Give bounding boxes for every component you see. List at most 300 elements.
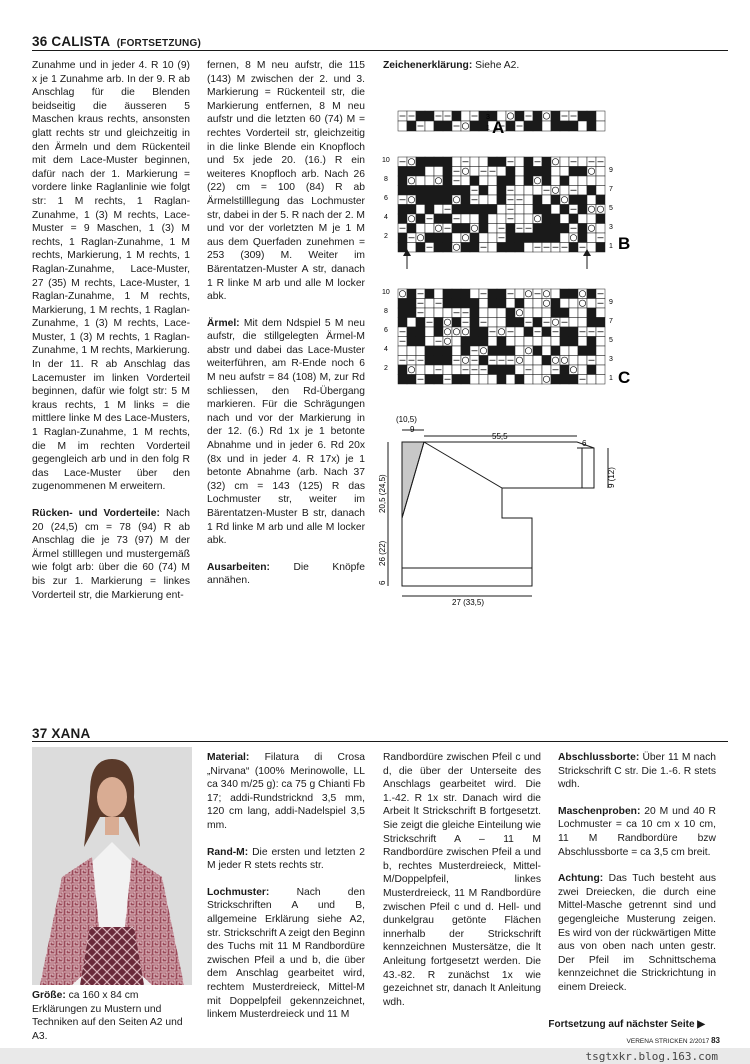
chart-cell (479, 157, 488, 167)
chart-cell (560, 289, 569, 299)
chart-cell (524, 356, 533, 366)
chart-cell (479, 299, 488, 309)
chart-cell (551, 205, 560, 215)
row-number: 3 (609, 356, 613, 363)
legend-line (383, 59, 723, 73)
chart-cell (416, 327, 425, 337)
chart-cell (452, 337, 461, 347)
chart-cell (479, 356, 488, 366)
chart-cell (515, 299, 524, 309)
chart-cell (443, 346, 452, 356)
section-37-column-4: Abschlussborte: Über 11 M nach Strickschrift C str. Die 1.-6. R stets wdh. Maschenproben: 20 M und 40 R Lochmuster = ca 10 cm x 10 cm, 11 M Randbordüre bzw Abschlussborte = ca 3,5 cm breit. Achtung: Das Tuch besteht aus zwei Dreiecken, die durch eine Mittel-Masche getrennt sind und gegengleiche Musterung zeigen. Es wird von der rückwärtigen Mitte aus von oben nach unten gestr. Der Pfeil im Schnittschema kennzeichnet die Strickrichtung in einem Dreieck. (558, 752, 716, 993)
chart-cell (497, 214, 506, 224)
chart-cell (533, 318, 542, 328)
chart-cell (470, 205, 479, 215)
chart-cell (506, 121, 515, 131)
chart-cell (425, 205, 434, 215)
chart-cell (569, 167, 578, 177)
chart-cell (560, 365, 569, 375)
row-number: 6 (384, 327, 388, 334)
chart-cell (425, 186, 434, 196)
chart-cell (515, 176, 524, 186)
chart-cell (542, 176, 551, 186)
dim-cuff-width: 6 (582, 439, 587, 448)
chart-cell (524, 337, 533, 347)
chart-cell (578, 157, 587, 167)
chart-cell (425, 111, 434, 121)
chart-cell (479, 308, 488, 318)
chart-cell (551, 308, 560, 318)
chart-cell (425, 167, 434, 177)
caption-note: Erklärungen zu Mustern und Techniken auf den Seiten A2 und A3. (32, 1003, 183, 1042)
chart-cell (452, 111, 461, 121)
chart-cell (596, 214, 605, 224)
row-number: 10 (382, 289, 390, 296)
chart-cell (497, 205, 506, 215)
chart-cell (578, 121, 587, 131)
chart-cell (587, 375, 596, 385)
legend-ref: Siehe A2. (475, 60, 520, 71)
chart-cell (533, 167, 542, 177)
chart-cell (407, 337, 416, 347)
chart-cell (533, 299, 542, 309)
chart-cell (506, 365, 515, 375)
chart-cell (596, 308, 605, 318)
chart-cell (398, 375, 407, 385)
chart-cell (488, 157, 497, 167)
watermark-text: tsgtxkr.blog.163.com (585, 1050, 718, 1063)
chart-cell (524, 243, 533, 253)
chart-cell (569, 214, 578, 224)
chart-cell (488, 346, 497, 356)
row-number: 7 (609, 186, 613, 193)
chart-cell (425, 121, 434, 131)
chart-cell (587, 186, 596, 196)
chart-cell (587, 299, 596, 309)
chart-cell (497, 308, 506, 318)
chart-cell (434, 167, 443, 177)
chart-cell (443, 356, 452, 366)
chart-cell (524, 327, 533, 337)
chart-cell (497, 176, 506, 186)
row-number: 7 (609, 318, 613, 325)
chart-c-label: C (618, 368, 631, 387)
chart-cell (596, 318, 605, 328)
chart-cell (524, 195, 533, 205)
paragraph: Ausarbeiten: Die Knöpfe annähen. (207, 561, 365, 587)
paragraph: Zunahme und in jeder 4. R 10 (9) x je 1 Zunahme arb. In der 9. R ab Anschlag für die Blenden beidseitig die äusseren 5 Maschen kraus rechts, ansonsten glatt rechts str und gleichzeitig in den Ärmeln und dem Rückenteil mit dem Lace-Muster beginnen, dafür nach der 1. Markierung = vordere linke Raglanlinie wie folgt str: 1 M rechts, 1 Raglan-Zunahme, 1 (3) M rechts, Lace-Muster = 9 Maschen, 1 (3) M rechts, 1 Raglan-Zunahme, 1 M rechts, Markierung, 1 M rechts, 1 Raglan-Zunahme, Lace-Muster, 27 (35) M rechts, Lace-Muster, 1 Raglan-Zunahme, 1 M rechts, Markierung, 1 M rechts, 1 Raglan-Zunahme, 1 (3) M rechts, Lace-Muster, 1 (3) M rechts, 1 Raglan-Zunahme, 1 M rechts, Markierung. In der 11. R ab Anschlag das Lacemuster im linken Vorderteil beginnen, dafür wie folgt str: 5 M kraus rechts, 1 M links = die mittlere linke M des Lace-Musters, 1 Raglan-Zunahme, 1 M rechts, die M im rechten Vorderteil gegengleich arb und in den folg R das Lace-Muster über den zugenommenen M erweitern. (32, 60, 190, 493)
chart-cell (506, 233, 515, 243)
chart-cell (596, 121, 605, 131)
chart-cell (533, 111, 542, 121)
row-number: 5 (609, 205, 613, 212)
chart-cell (488, 243, 497, 253)
chart-cell (434, 233, 443, 243)
chart-cell (497, 337, 506, 347)
section-subtitle: (FORTSETZUNG) (116, 38, 201, 49)
chart-cell (479, 327, 488, 337)
chart-cell (542, 157, 551, 167)
chart-cell (416, 111, 425, 121)
chart-cell (560, 299, 569, 309)
dim-sleeve-length: 55,5 (492, 432, 508, 441)
chart-cell (425, 308, 434, 318)
chart-cell (560, 167, 569, 177)
chart-cell (596, 176, 605, 186)
chart-cell (515, 186, 524, 196)
row-number: 5 (609, 337, 613, 344)
chart-cell (578, 337, 587, 347)
chart-cell (461, 111, 470, 121)
chart-cell (398, 233, 407, 243)
chart-cell (587, 346, 596, 356)
chart-cell (524, 205, 533, 215)
chart-cell (596, 111, 605, 121)
chart-cell (578, 224, 587, 234)
chart-cell (551, 111, 560, 121)
chart-cell (416, 186, 425, 196)
chart-cell (398, 167, 407, 177)
row-number: 4 (384, 346, 388, 353)
chart-cell (515, 365, 524, 375)
chart-cell (542, 365, 551, 375)
chart-cell (407, 186, 416, 196)
chart-cell (443, 157, 452, 167)
chart-cell (497, 195, 506, 205)
chart-cell (461, 243, 470, 253)
chart-cell (524, 176, 533, 186)
chart-cell (560, 327, 569, 337)
chart-cell (434, 214, 443, 224)
paragraph: Rücken- und Vorderteile: Nach 20 (24,5) cm = 78 (94) R ab Anschlag die je 73 (97) M der Ärmel stilllegen und mustergemäß wie folgt arb: über die 60 (74) M bis zur 1. Markierung = linkes Vorderteil str, die Markierung ent- (32, 508, 190, 601)
chart-cell (569, 289, 578, 299)
chart-cell (569, 318, 578, 328)
chart-cell (578, 308, 587, 318)
chart-cell (578, 195, 587, 205)
chart-cell (461, 299, 470, 309)
chart-cell (596, 186, 605, 196)
chart-cell (542, 327, 551, 337)
chart-cell (452, 205, 461, 215)
chart-cell (461, 186, 470, 196)
chart-cell (398, 299, 407, 309)
chart-cell (416, 318, 425, 328)
section-36-column-1 (32, 59, 190, 602)
chart-cell (596, 356, 605, 366)
chart-cell (524, 308, 533, 318)
paragraph-heading: Achtung: (558, 873, 604, 885)
chart-cell (398, 176, 407, 186)
chart-cell (551, 289, 560, 299)
chart-cell (560, 157, 569, 167)
section-36-column-2 (207, 59, 365, 588)
paragraph-heading: Maschenproben: (558, 805, 641, 817)
chart-cell (398, 121, 407, 131)
chart-cell (443, 233, 452, 243)
row-number: 1 (486, 125, 490, 132)
chart-cell (560, 214, 569, 224)
chart-cell (515, 337, 524, 347)
chart-cell (398, 318, 407, 328)
chart-cell (398, 186, 407, 196)
chart-cell (533, 233, 542, 243)
chart-cell (596, 224, 605, 234)
chart-cell (434, 121, 443, 131)
chart-cell (524, 121, 533, 131)
chart-cell (560, 233, 569, 243)
chart-cell (434, 356, 443, 366)
chart-cell (551, 176, 560, 186)
chart-cell (542, 337, 551, 347)
garment-schematic (372, 408, 632, 608)
chart-cell (587, 243, 596, 253)
row-number: 3 (486, 114, 490, 121)
chart-cell (569, 356, 578, 366)
chart-cell (560, 337, 569, 347)
chart-cell (578, 233, 587, 243)
chart-cell (533, 121, 542, 131)
chart-cell (443, 243, 452, 253)
chart-cell (578, 111, 587, 121)
chart-cell (542, 346, 551, 356)
chart-b (398, 157, 605, 252)
chart-cell (578, 205, 587, 215)
chart-cell (488, 308, 497, 318)
chart-cell (560, 308, 569, 318)
dim-cuff-height: 9 (12) (607, 467, 616, 488)
chart-cell (569, 176, 578, 186)
chart-cell (542, 308, 551, 318)
row-number: 8 (384, 308, 388, 315)
chart-cell (425, 346, 434, 356)
chart-cell (506, 176, 515, 186)
chart-cell (506, 318, 515, 328)
chart-cell (596, 346, 605, 356)
chart-cell (587, 111, 596, 121)
chart-cell (533, 195, 542, 205)
photo-caption: Größe: ca 160 x 84 cm Erklärungen zu Mustern und Techniken auf den Seiten A2 und A3. (32, 989, 192, 1043)
chart-cell (596, 167, 605, 177)
chart-cell (443, 214, 452, 224)
chart-cell (434, 375, 443, 385)
chart-cell (551, 224, 560, 234)
chart-cell (587, 318, 596, 328)
chart-cell (434, 308, 443, 318)
chart-cell (407, 318, 416, 328)
chart-cell (452, 318, 461, 328)
chart-cell (515, 327, 524, 337)
chart-cell (434, 195, 443, 205)
section-36-heading (32, 34, 201, 49)
section-37-heading (32, 726, 90, 741)
chart-cell (434, 186, 443, 196)
chart-cell (533, 337, 542, 347)
chart-cell (425, 299, 434, 309)
chart-cell (560, 375, 569, 385)
chart-cell (560, 186, 569, 196)
dim-hem-height: 6 (378, 580, 387, 585)
chart-cell (416, 346, 425, 356)
chart-cell (533, 356, 542, 366)
chart-cell (452, 346, 461, 356)
chart-cell (425, 195, 434, 205)
row-number: 2 (384, 365, 388, 372)
chart-cell (407, 327, 416, 337)
row-number: 6 (384, 195, 388, 202)
chart-cell (596, 337, 605, 347)
chart-cell (488, 233, 497, 243)
chart-cell (515, 346, 524, 356)
row-number: 1 (609, 243, 613, 250)
paragraph: Ärmel: Mit dem Ndspiel 5 M neu aufstr, die stillgelegten Ärmel-M abstr und dabei das Lace-Muster weiterführen, am R-Ende noch 6 M neu aufstr = 84 (108) M, zur Rd schliessen, den Rd-Übergang markieren. Für die Schrägungen nach und vor der Markierung in der 12. (6.) Rd 1x je 1 betonte Abnahme und in jeder 6. Rd 20x (8x und in jeder 4. R 17x) je 1 betonte Abnahme (arb. Nach 37 (32) cm = 143 (125) R das Lochmuster str, weiter im Bärentatzen-Muster B str, danach 1 Rd linke M arb und alle M locker abk. (207, 317, 365, 547)
chart-cell (416, 243, 425, 253)
chart-cell (542, 195, 551, 205)
chart-cell (452, 224, 461, 234)
row-number: 8 (384, 176, 388, 183)
chart-cell (488, 299, 497, 309)
chart-cell (425, 289, 434, 299)
chart-cell (506, 337, 515, 347)
chart-cell (488, 195, 497, 205)
chart-cell (443, 167, 452, 177)
chart-cell (461, 337, 470, 347)
chart-cell (407, 308, 416, 318)
chart-cell (578, 167, 587, 177)
page-number: 83 (711, 1036, 720, 1045)
chart-cell (569, 299, 578, 309)
chart-cell (515, 111, 524, 121)
chart-cell (416, 205, 425, 215)
chart-cell (470, 214, 479, 224)
chart-cell (407, 346, 416, 356)
section-title: CALISTA (51, 34, 110, 49)
chart-cell (542, 167, 551, 177)
row-number: 10 (382, 157, 390, 164)
chart-cell (488, 214, 497, 224)
header-rule (32, 50, 728, 51)
chart-cell (488, 318, 497, 328)
row-number: 2 (384, 233, 388, 240)
chart-cell (425, 157, 434, 167)
chart-cell (542, 356, 551, 366)
chart-cell (497, 365, 506, 375)
chart-cell (416, 214, 425, 224)
chart-cell (434, 243, 443, 253)
chart-cell (569, 308, 578, 318)
chart-cell (416, 337, 425, 347)
chart-cell (488, 289, 497, 299)
chart-cell (578, 318, 587, 328)
chart-cell (596, 365, 605, 375)
chart-cell (479, 233, 488, 243)
chart-cell (506, 346, 515, 356)
chart-cell (497, 346, 506, 356)
magazine-footer (627, 1036, 720, 1045)
chart-cell (407, 205, 416, 215)
chart-cell (497, 167, 506, 177)
chart-cell (524, 167, 533, 177)
chart-cell (488, 337, 497, 347)
chart-cell (452, 299, 461, 309)
chart-cell (587, 233, 596, 243)
section-number: 37 (32, 726, 48, 741)
chart-cell (560, 346, 569, 356)
chart-cell (407, 375, 416, 385)
chart-cell (470, 327, 479, 337)
chart-cell (533, 365, 542, 375)
chart-cell (578, 176, 587, 186)
chart-cell (587, 308, 596, 318)
chart-cell (479, 195, 488, 205)
chart-cell (515, 375, 524, 385)
chart-cell (425, 337, 434, 347)
chart-cell (416, 365, 425, 375)
dim-neck-width: (10,5) (396, 415, 417, 424)
chart-cell (524, 375, 533, 385)
chart-cell (407, 167, 416, 177)
paragraph-heading: Rand-M: (207, 846, 249, 858)
chart-cell (524, 299, 533, 309)
chart-cell (407, 299, 416, 309)
chart-cell (560, 205, 569, 215)
chart-cell (524, 214, 533, 224)
chart-cell (596, 243, 605, 253)
section-title: XANA (51, 726, 91, 741)
chart-cell (515, 214, 524, 224)
chart-cell (461, 214, 470, 224)
chart-cell (488, 365, 497, 375)
chart-cell (560, 224, 569, 234)
chart-cell (578, 186, 587, 196)
chart-cell (479, 337, 488, 347)
chart-cell (578, 214, 587, 224)
chart-cell (407, 243, 416, 253)
chart-cell (470, 167, 479, 177)
caption-heading: Größe: (32, 990, 66, 1001)
chart-cell (551, 167, 560, 177)
chart-cell (551, 121, 560, 131)
chart-cell (470, 121, 479, 131)
chart-cell (542, 214, 551, 224)
chart-cell (425, 233, 434, 243)
chart-cell (434, 205, 443, 215)
chart-cell (398, 214, 407, 224)
chart-cell (470, 176, 479, 186)
chart-cell (569, 121, 578, 131)
chart-cell (425, 365, 434, 375)
chart-cell (578, 346, 587, 356)
section-37-column-3 (383, 751, 541, 1009)
chart-cell (461, 176, 470, 186)
chart-cell (596, 375, 605, 385)
chart-cell (560, 176, 569, 186)
chart-c (398, 289, 605, 384)
chart-cell (398, 365, 407, 375)
chart-cell (443, 195, 452, 205)
chart-cell (515, 167, 524, 177)
chart-cell (551, 375, 560, 385)
chart-cell (515, 318, 524, 328)
chart-cell (470, 233, 479, 243)
chart-cell (596, 195, 605, 205)
chart-cell (515, 289, 524, 299)
chart-cell (407, 224, 416, 234)
chart-cell (551, 299, 560, 309)
dim-body-width: 27 (33,5) (452, 598, 485, 607)
chart-cell (524, 186, 533, 196)
row-number: 4 (384, 214, 388, 221)
chart-cell (497, 299, 506, 309)
